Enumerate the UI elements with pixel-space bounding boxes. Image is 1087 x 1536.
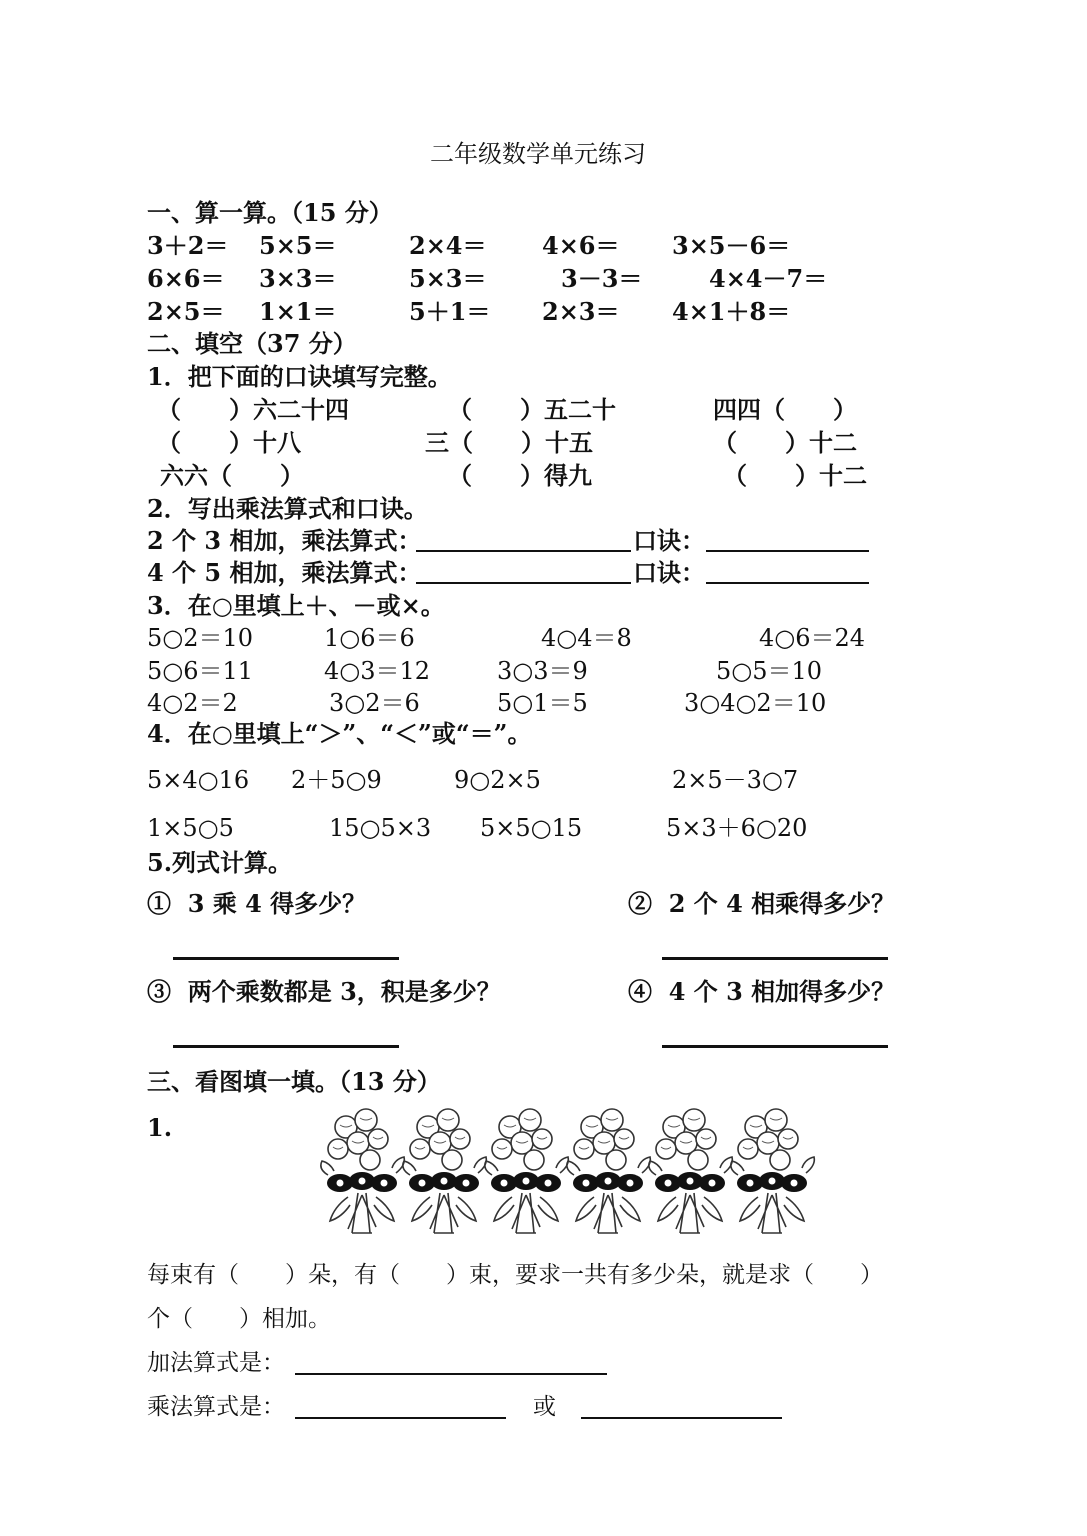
calc-item: 2×5＝ xyxy=(147,297,225,326)
compare-item: 2×5－3○7 xyxy=(672,766,799,794)
answer-line[interactable] xyxy=(662,1045,888,1048)
question-1-label: 1．把下面的口诀填写完整。 xyxy=(147,362,452,391)
question-4-label: 4．在○里填上“＞”、“＜”或“＝”。 xyxy=(147,719,532,748)
operator-item: 5○5＝10 xyxy=(716,657,823,685)
koujue-label: 口诀： xyxy=(633,526,705,555)
compare-item: 1×5○5 xyxy=(147,814,234,842)
compare-item: 15○5×3 xyxy=(329,814,432,842)
koujue-item: （ ）十二 xyxy=(713,428,857,457)
addition-label: 加法算式是： xyxy=(147,1350,285,1376)
answer-line[interactable] xyxy=(416,550,631,552)
compare-item: 5×3＋6○20 xyxy=(666,814,808,842)
section-2-heading: 二、填空（37 分） xyxy=(147,329,357,358)
section-1-heading: 一、算一算。（15 分） xyxy=(147,198,393,227)
compare-item: 9○2×5 xyxy=(454,766,541,794)
compare-item: 5×5○15 xyxy=(480,814,583,842)
calc-item: 4×4－7＝ xyxy=(709,264,828,293)
calc-item: 4×1＋8＝ xyxy=(672,297,791,326)
koujue-label: 口诀： xyxy=(633,558,705,587)
koujue-item: 三（ ）十五 xyxy=(425,428,593,457)
answer-line[interactable] xyxy=(581,1417,782,1419)
operator-item: 3○2＝6 xyxy=(329,689,420,717)
fill-sentence: 个（ ）相加。 xyxy=(147,1306,331,1332)
operator-item: 5○6＝11 xyxy=(147,657,254,685)
calc-item: 3－3＝ xyxy=(561,264,643,293)
word-problem: ② 2 个 4 相乘得多少？ xyxy=(628,889,896,918)
fill-sentence: 每束有（ ）朵，有（ ）束，要求一共有多少朵，就是求（ ） xyxy=(147,1262,883,1288)
operator-item: 3○4○2＝10 xyxy=(684,689,827,717)
koujue-item: （ ）得九 xyxy=(448,461,592,490)
operator-item: 4○4＝8 xyxy=(541,624,632,652)
answer-line[interactable] xyxy=(173,1045,399,1048)
calc-item: 6×6＝ xyxy=(147,264,225,293)
operator-item: 4○3＝12 xyxy=(324,657,431,685)
answer-line[interactable] xyxy=(706,582,869,584)
question-3-label: 3．在○里填上＋、－或×。 xyxy=(147,591,445,620)
calc-item: 5＋1＝ xyxy=(409,297,491,326)
answer-line[interactable] xyxy=(173,957,399,960)
operator-item: 1○6＝6 xyxy=(324,624,415,652)
calc-item: 3×5－6＝ xyxy=(672,231,791,260)
or-label: 或 xyxy=(533,1394,556,1420)
calc-item: 3×3＝ xyxy=(259,264,337,293)
question-2-label: 2．写出乘法算式和口诀。 xyxy=(147,494,428,523)
multiply-prompt: 2 个 3 相加，乘法算式： xyxy=(147,526,422,555)
answer-line[interactable] xyxy=(706,550,869,552)
compare-item: 2＋5○9 xyxy=(291,766,382,794)
calc-item: 3＋2＝ xyxy=(147,231,229,260)
word-problem: ① 3 乘 4 得多少？ xyxy=(147,889,367,918)
koujue-item: （ ）十二 xyxy=(723,461,867,490)
flower-bouquets-illustration xyxy=(318,1100,818,1245)
operator-item: 4○2＝2 xyxy=(147,689,238,717)
compare-item: 5×4○16 xyxy=(147,766,250,794)
koujue-item: （ ）六二十四 xyxy=(157,395,349,424)
word-problem: ③ 两个乘数都是 3，积是多少？ xyxy=(147,977,501,1006)
operator-item: 5○2＝10 xyxy=(147,624,254,652)
calc-item: 2×3＝ xyxy=(542,297,620,326)
calc-item: 2×4＝ xyxy=(409,231,487,260)
answer-line[interactable] xyxy=(416,582,631,584)
word-problem: ④ 4 个 3 相加得多少？ xyxy=(628,977,896,1006)
question-5-label: 5.列式计算。 xyxy=(147,848,293,877)
question-1-label: 1. xyxy=(147,1113,173,1142)
operator-item: 5○1＝5 xyxy=(497,689,588,717)
answer-line[interactable] xyxy=(295,1373,607,1375)
calc-item: 5×5＝ xyxy=(259,231,337,260)
calc-item: 4×6＝ xyxy=(542,231,620,260)
koujue-item: （ ）十八 xyxy=(157,428,301,457)
koujue-item: 六六（ ） xyxy=(160,461,304,490)
answer-line[interactable] xyxy=(295,1417,506,1419)
multiplication-label: 乘法算式是： xyxy=(147,1394,285,1420)
section-3-heading: 三、看图填一填。（13 分） xyxy=(147,1067,441,1096)
koujue-item: 四四（ ） xyxy=(713,395,857,424)
multiply-prompt: 4 个 5 相加，乘法算式： xyxy=(147,558,422,587)
page-title: 二年级数学单元练习 xyxy=(430,140,646,168)
operator-item: 4○6＝24 xyxy=(759,624,866,652)
operator-item: 3○3＝9 xyxy=(497,657,588,685)
answer-line[interactable] xyxy=(662,957,888,960)
calc-item: 5×3＝ xyxy=(409,264,487,293)
koujue-item: （ ）五二十 xyxy=(448,395,616,424)
calc-item: 1×1＝ xyxy=(259,297,337,326)
